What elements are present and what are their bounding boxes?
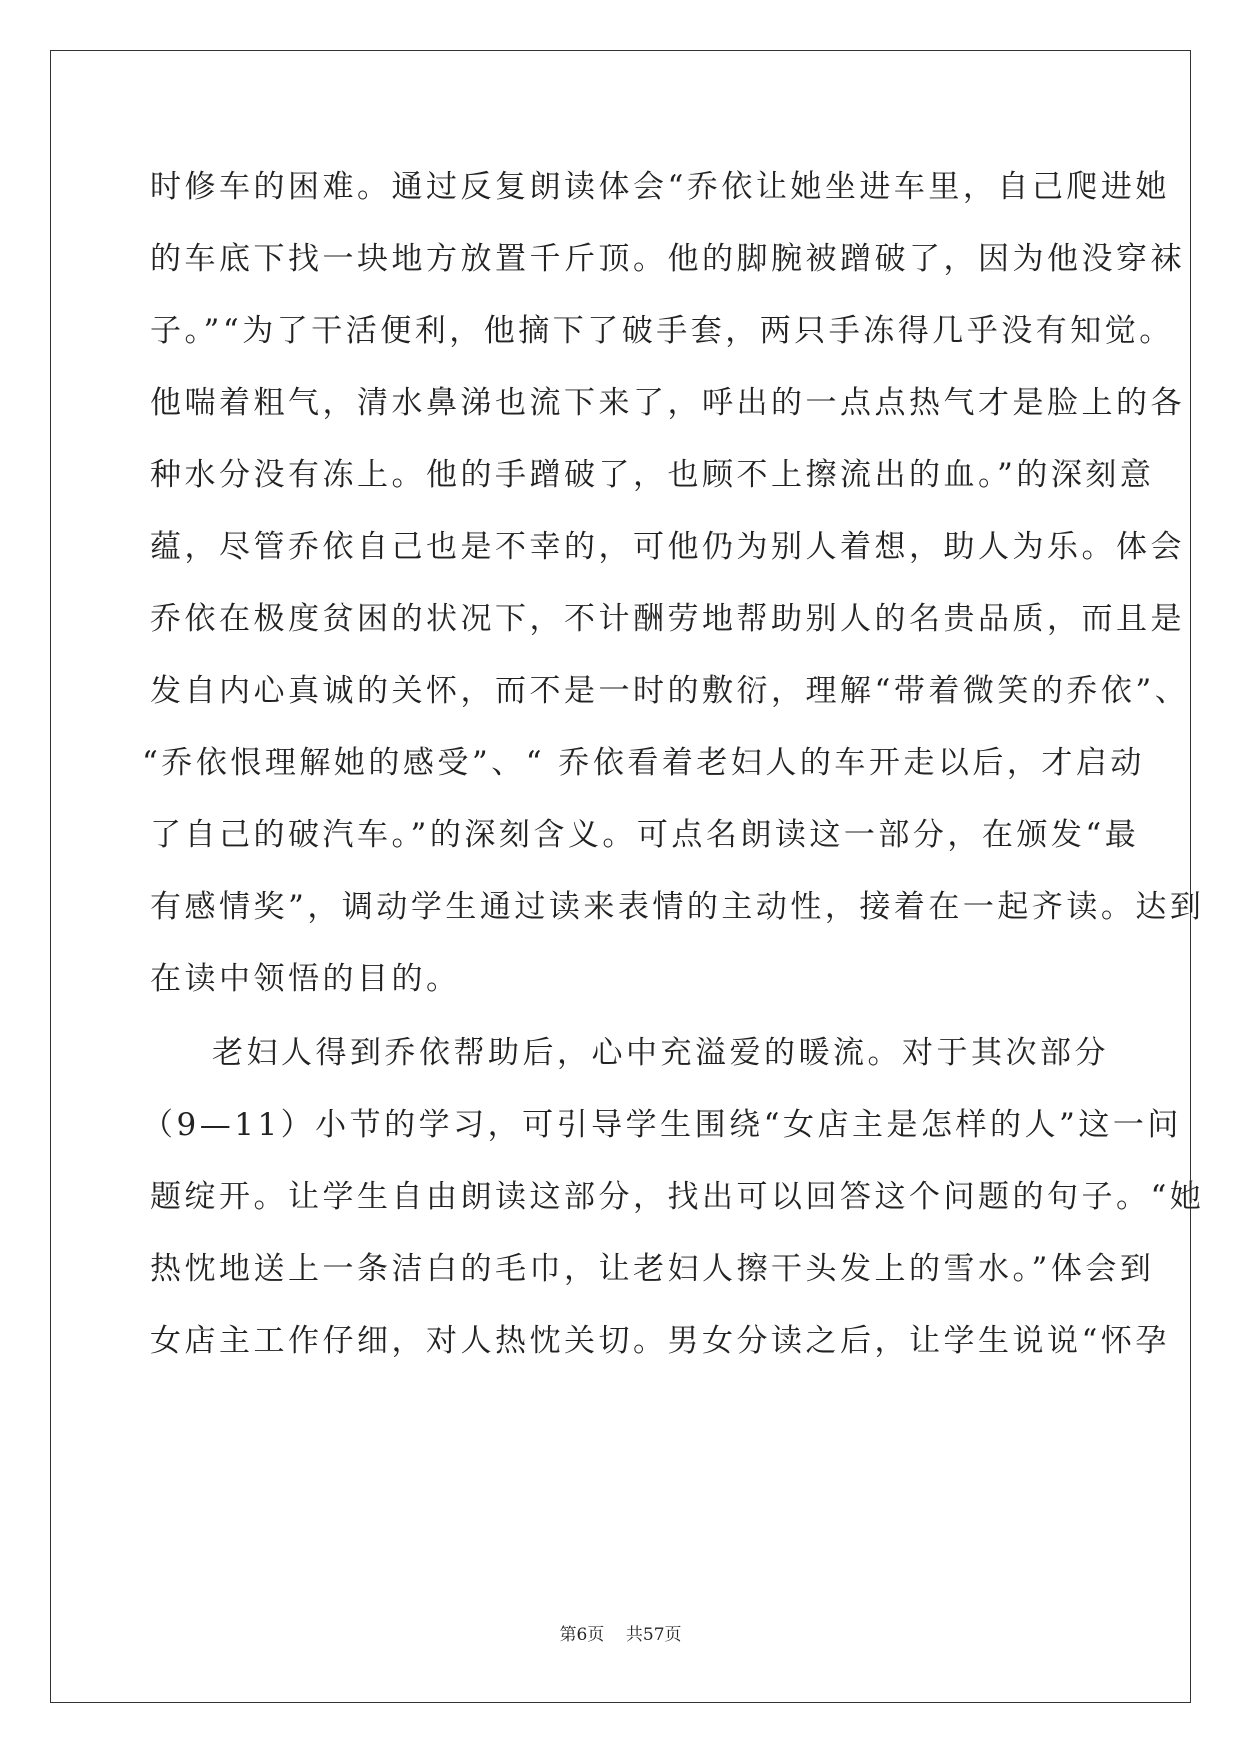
paragraph-1-line-8: 发自内心真诚的关怀，而不是一时的敷衍，理解“带着微笑的乔依”、: [150, 673, 1190, 709]
page-total: 共57页: [625, 1625, 682, 1645]
paragraph-1-line-4: 他喘着粗气，清水鼻涕也流下来了，呼出的一点点热气才是脸上的各: [150, 385, 1185, 421]
paragraph-1-line-9: “乔依恨理解她的感受”、“ 乔依看着老妇人的车开走以后，才启动: [142, 745, 1145, 781]
page-number: 第6页: [559, 1625, 605, 1645]
paragraph-1-line-11: 有感情奖”，调动学生通过读来表情的主动性，接着在一起齐读。达到: [150, 889, 1205, 925]
paragraph-2-line-3: 题绽开。让学生自由朗读这部分，找出可以回答这个问题的句子。“她: [150, 1179, 1205, 1215]
paragraph-1-line-7: 乔依在极度贫困的状况下，不计酬劳地帮助别人的名贵品质，而且是: [150, 601, 1185, 637]
paragraph-2-line-5: 女店主工作仔细，对人热忱关切。男女分读之后，让学生说说“怀孕: [150, 1323, 1170, 1359]
paragraph-2-line-1: 老妇人得到乔依帮助后，心中充溢爱的暖流。对于其次部分: [212, 1035, 1109, 1071]
paragraph-2-line-4: 热忱地送上一条洁白的毛巾，让老妇人擦干头发上的雪水。”体会到: [150, 1251, 1155, 1287]
page-footer: [0, 1620, 1241, 1645]
paragraph-2-line-2: （9—11）小节的学习，可引导学生围绕“女店主是怎样的人”这一问: [142, 1107, 1182, 1143]
paragraph-1-line-12: 在读中领悟的目的。: [150, 961, 461, 997]
paragraph-1-line-5: 种水分没有冻上。他的手蹭破了，也顾不上擦流出的血。”的深刻意: [150, 457, 1155, 493]
page-border: [50, 50, 1191, 1703]
paragraph-1-line-1: 时修车的困难。通过反复朗读体会“乔依让她坐进车里，自己爬进她: [150, 169, 1170, 205]
paragraph-1-line-3: 子。”“为了干活便利，他摘下了破手套，两只手冻得几乎没有知觉。: [150, 313, 1174, 349]
paragraph-1-line-2: 的车底下找一块地方放置千斤顶。他的脚腕被蹭破了，因为他没穿袜: [150, 241, 1185, 277]
paragraph-1-line-10: 了自己的破汽车。”的深刻含义。可点名朗读这一部分，在颁发“最: [150, 817, 1140, 853]
paragraph-1-line-6: 蕴，尽管乔依自己也是不幸的，可他仍为别人着想，助人为乐。体会: [150, 529, 1185, 565]
